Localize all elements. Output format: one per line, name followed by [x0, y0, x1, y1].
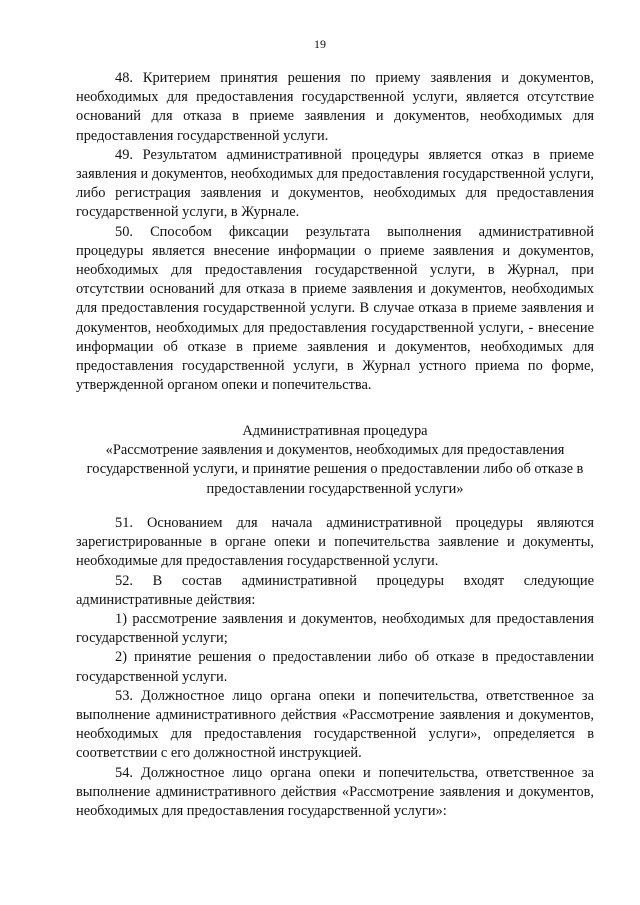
- paragraph-52: 52. В состав административной процедуры входят следующие административные действия:: [76, 572, 594, 608]
- section-heading-title: Административная процедура: [242, 423, 428, 439]
- paragraphs-bottom: [76, 514, 594, 821]
- list-item-2: 2) принятие решения о предоставлении либо об отказе в предоставлении государственной услуги.: [76, 649, 594, 685]
- section-heading: [76, 422, 594, 499]
- list-item-1: 1) рассмотрение заявления и документов, необходимых для предоставления государственной услуги;: [76, 611, 594, 647]
- section-heading-subtitle: «Рассмотрение заявления и документов, необходимых для предоставления государственной услуги, и принятие решения о предоставлении либо об отказе в предоставлении государственной услуги»: [86, 442, 584, 497]
- paragraph-50: 50. Способом фиксации результата выполнения административной процедуры является внесение информации о приеме заявления и документов, необходимых для предоставления государственной услуги, в Журнал, при отсутствии оснований для отказа в приеме заявления и документов, необходимых для предоставления государственной услуги. В случае отказа в приеме заявления и документов, необходимых для предоставления государственной услуги, - внесение информации об отказе в приеме заявления и документов, необходимых для предоставления государственной услуги, в Журнал устного приема по форме, утвержденной органом опеки и попечительства.: [76, 223, 594, 394]
- paragraphs-top: [76, 69, 594, 395]
- paragraph-53: 53. Должностное лицо органа опеки и попечительства, ответственное за выполнение административного действия «Рассмотрение заявления и документов, необходимых для предоставления государственной услуги», определяется в соответствии с его должностной инструкцией.: [76, 687, 594, 762]
- paragraph-49: 49. Результатом административной процедуры является отказ в приеме заявления и документов, необходимых для предоставления государственной услуги, либо регистрация заявления и документов, необходимых для предоставления государственной услуги, в Журнале.: [76, 146, 594, 221]
- page-number: 19: [314, 37, 326, 51]
- paragraph-51: 51. Основанием для начала административной процедуры являются зарегистрированные в органе опеки и попечительства заявление и документы, необходимые для предоставления государственной услуги.: [76, 515, 594, 570]
- paragraph-54: 54. Должностное лицо органа опеки и попечительства, ответственное за выполнение административного действия «Рассмотрение заявления и документов, необходимых для предоставления государственной услуги»:: [76, 764, 594, 820]
- paragraph-48: 48. Критерием принятия решения по приему заявления и документов, необходимых для предоставления государственной услуги, является отсутствие оснований для отказа в приеме заявления и документов, необходимых для предоставления государственной услуги.: [76, 70, 594, 144]
